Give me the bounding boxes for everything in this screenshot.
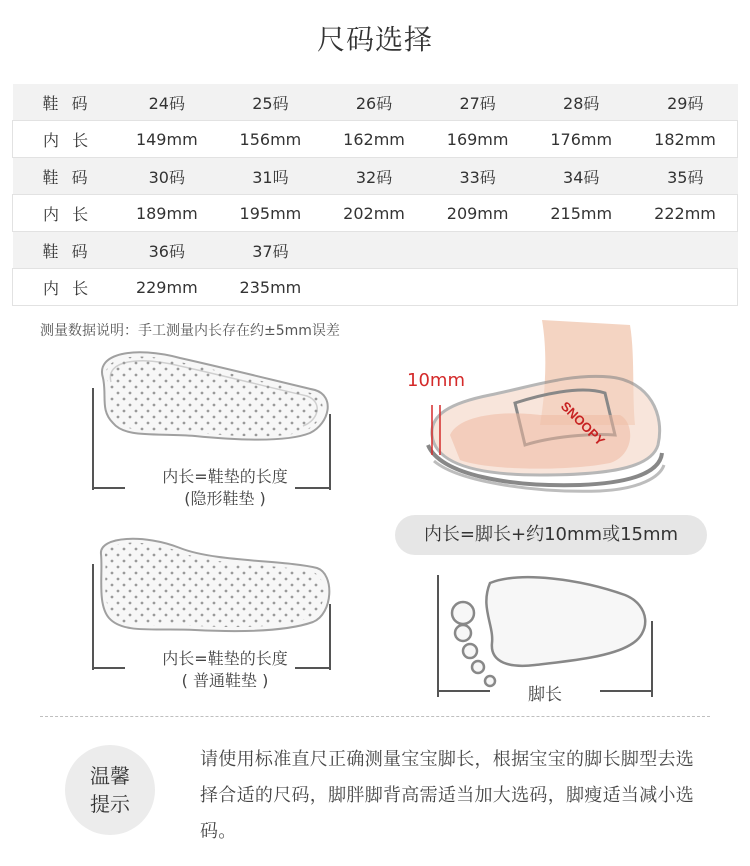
inner-length-formula: 内长=脚长+约10mm或15mm xyxy=(395,515,707,555)
size-table-cell xyxy=(426,269,530,306)
measure-note: 测量数据说明：手工测量内长存在约±5mm误差 xyxy=(40,323,340,339)
size-table-cell: 229mm xyxy=(115,269,219,306)
row-label: 鞋 码 xyxy=(13,232,116,269)
brand-logo: SNOOPY xyxy=(557,398,608,449)
tip-badge-line1: 温馨 xyxy=(90,764,130,788)
page-title: 尺码选择 xyxy=(316,23,433,56)
tip-text: 请使用标准直尺正确测量宝宝脚长，根据宝宝的脚长脚型去选择合适的尺码，脚胖脚背高需适当加大选码，脚瘦适当减小选码。 xyxy=(200,749,695,842)
size-table-cell: 25码 xyxy=(219,84,323,121)
size-table-cell: 36码 xyxy=(115,232,219,269)
row-label: 内 长 xyxy=(13,121,116,158)
size-table-row xyxy=(13,158,738,195)
hidden-insole-caption-line2: (隐形鞋垫 ) xyxy=(184,489,266,508)
size-table-cell: 149mm xyxy=(115,121,219,158)
size-table-cell: 189mm xyxy=(115,195,219,232)
size-table-cell: 30码 xyxy=(115,158,219,195)
size-table-cell: 156mm xyxy=(219,121,323,158)
size-table-cell: 34码 xyxy=(529,158,633,195)
normal-insole-caption-line2: ( 普通鞋垫 ) xyxy=(181,671,269,690)
row-label: 内 长 xyxy=(13,195,116,232)
size-table-cell xyxy=(529,232,633,269)
tip-badge xyxy=(65,745,155,835)
normal-insole-caption xyxy=(95,648,355,692)
size-table-row xyxy=(13,121,738,158)
size-table-cell: 202mm xyxy=(322,195,426,232)
size-table-cell: 24码 xyxy=(115,84,219,121)
size-table-cell: 209mm xyxy=(426,195,530,232)
size-table-cell xyxy=(322,232,426,269)
size-table-cell: 169mm xyxy=(426,121,530,158)
row-label: 鞋 码 xyxy=(13,84,116,121)
hidden-insole-caption xyxy=(95,466,355,510)
size-table-cell: 29码 xyxy=(633,84,737,121)
size-table-row xyxy=(13,195,738,232)
size-table-cell: 28码 xyxy=(529,84,633,121)
size-table-row xyxy=(13,269,738,306)
shoe-with-foot-illustration xyxy=(420,315,670,505)
size-table-cell: 235mm xyxy=(219,269,323,306)
allowance-label: 10mm xyxy=(407,370,465,391)
foot-length-label: 脚长 xyxy=(528,685,562,705)
size-table-cell: 215mm xyxy=(529,195,633,232)
size-table-cell: 35码 xyxy=(633,158,737,195)
section-divider xyxy=(40,716,710,717)
size-table-cell: 26码 xyxy=(322,84,426,121)
size-table-cell: 176mm xyxy=(529,121,633,158)
size-table-cell: 195mm xyxy=(219,195,323,232)
size-table-cell xyxy=(529,269,633,306)
row-label: 内 长 xyxy=(13,269,116,306)
size-table-cell: 162mm xyxy=(322,121,426,158)
size-table-cell: 222mm xyxy=(633,195,737,232)
hidden-insole-caption-line1: 内长=鞋垫的长度 xyxy=(162,467,288,486)
size-table-cell xyxy=(426,232,530,269)
size-table-cell: 31吗 xyxy=(219,158,323,195)
size-table-row xyxy=(13,232,738,269)
size-table-cell: 37码 xyxy=(219,232,323,269)
size-table xyxy=(12,84,738,306)
size-table-cell xyxy=(322,269,426,306)
size-table-cell xyxy=(633,269,737,306)
size-table-cell: 33码 xyxy=(426,158,530,195)
size-table-row xyxy=(13,84,738,121)
row-label: 鞋 码 xyxy=(13,158,116,195)
size-table-cell: 32码 xyxy=(322,158,426,195)
tip-badge-line2: 提示 xyxy=(90,792,130,816)
size-table-cell: 27码 xyxy=(426,84,530,121)
normal-insole-caption-line1: 内长=鞋垫的长度 xyxy=(162,649,288,668)
size-table-cell: 182mm xyxy=(633,121,737,158)
size-table-cell xyxy=(633,232,737,269)
